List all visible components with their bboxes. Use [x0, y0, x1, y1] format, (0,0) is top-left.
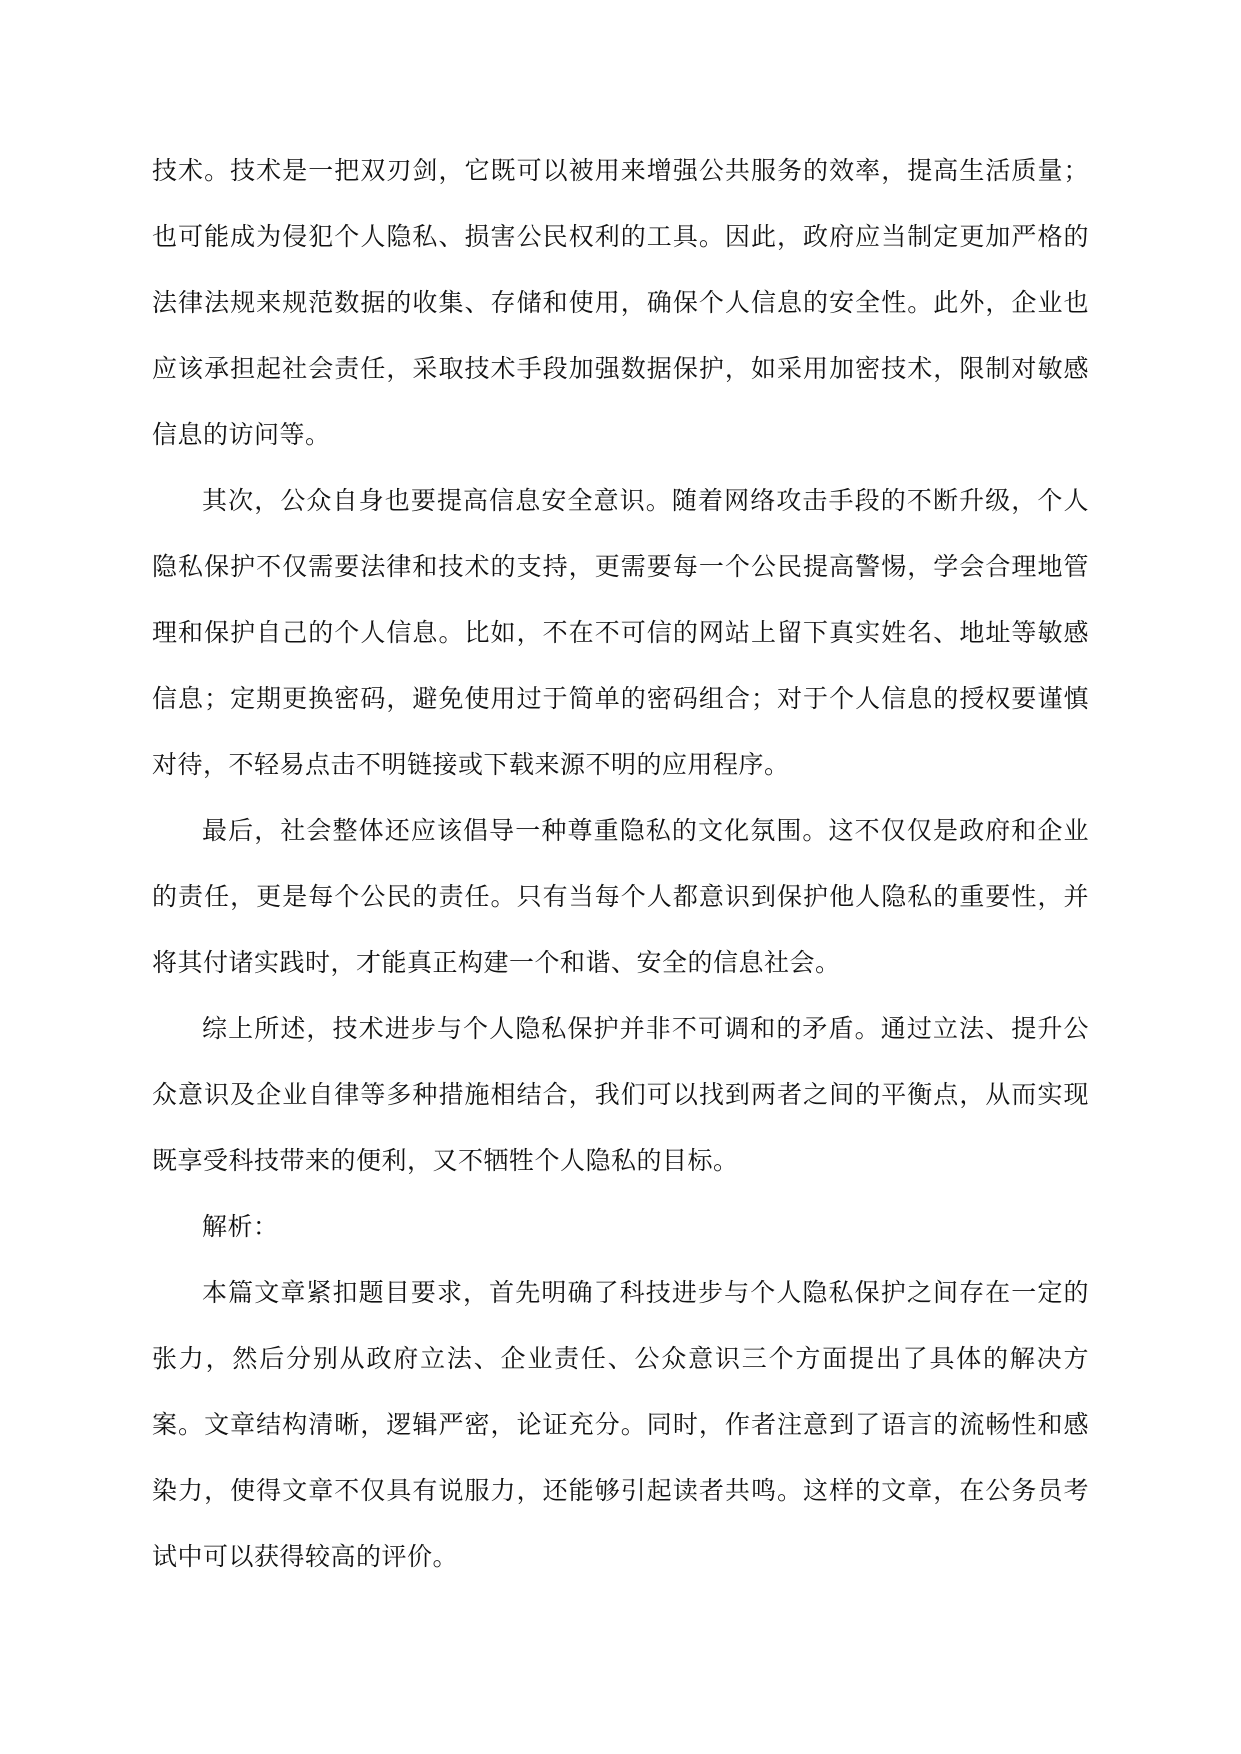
- paragraph-analysis: 本篇文章紧扣题目要求，首先明确了科技进步与个人隐私保护之间存在一定的张力，然后分别从政府立法、企业责任、公众意识三个方面提出了具体的解决方案。文章结构清晰，逻辑严密，论证充分。同时，作者注意到了语言的流畅性和感染力，使得文章不仅具有说服力，还能够引起读者共鸣。这样的文章，在公务员考试中可以获得较高的评价。: [152, 1278, 1089, 1571]
- analysis-heading: 解析：: [202, 1212, 279, 1241]
- paragraph-conclusion: 综上所述，技术进步与个人隐私保护并非不可调和的矛盾。通过立法、提升公众意识及企业自律等多种措施相结合，我们可以找到两者之间的平衡点，从而实现既享受科技带来的便利，又不牺牲个人隐私的目标。: [152, 1014, 1089, 1175]
- paragraph-public-awareness: 其次，公众自身也要提高信息安全意识。随着网络攻击手段的不断升级，个人隐私保护不仅需要法律和技术的支持，更需要每一个公民提高警惕，学会合理地管理和保护自己的个人信息。比如，不在不可信的网站上留下真实姓名、地址等敏感信息；定期更换密码，避免使用过于简单的密码组合；对于个人信息的授权要谨慎对待，不轻易点击不明链接或下载来源不明的应用程序。: [152, 486, 1089, 779]
- document-body: [152, 138, 1089, 1590]
- paragraph-social-culture: 最后，社会整体还应该倡导一种尊重隐私的文化氛围。这不仅仅是政府和企业的责任，更是每个公民的责任。只有当每个人都意识到保护他人隐私的重要性，并将其付诸实践时，才能真正构建一个和谐、安全的信息社会。: [152, 816, 1089, 977]
- paragraph-continuation: 技术。技术是一把双刃剑，它既可以被用来增强公共服务的效率，提高生活质量；也可能成为侵犯个人隐私、损害公民权利的工具。因此，政府应当制定更加严格的法律法规来规范数据的收集、存储和使用，确保个人信息的安全性。此外，企业也应该承担起社会责任，采取技术手段加强数据保护，如采用加密技术，限制对敏感信息的访问等。: [152, 156, 1089, 449]
